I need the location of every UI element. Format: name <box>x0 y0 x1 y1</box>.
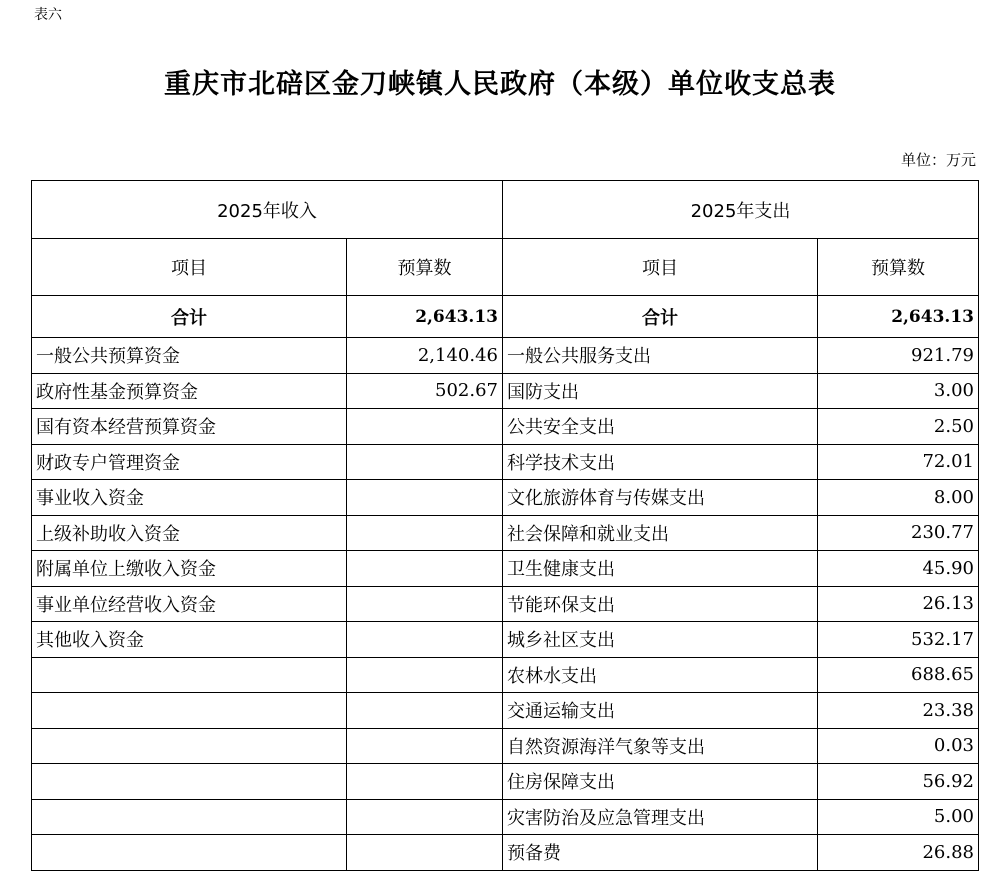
table-row <box>32 799 979 835</box>
income-value-cell <box>347 586 503 622</box>
expense-item-cell: 文化旅游体育与传媒支出 <box>503 480 818 516</box>
expense-item-cell: 公共安全支出 <box>503 409 818 445</box>
income-group-header: 2025年收入 <box>32 181 503 239</box>
expense-value-cell: 5.00 <box>818 799 979 835</box>
expense-item-cell: 农林水支出 <box>503 657 818 693</box>
table-number: 表六 <box>34 7 62 23</box>
expense-item-cell: 交通运输支出 <box>503 693 818 729</box>
expense-value-cell: 26.88 <box>818 835 979 871</box>
expense-value-cell: 921.79 <box>818 338 979 374</box>
income-total-value: 2,643.13 <box>347 296 503 338</box>
group-header-row <box>32 181 979 239</box>
income-value-cell <box>347 728 503 764</box>
income-item-cell: 政府性基金预算资金 <box>32 373 347 409</box>
income-value-cell <box>347 764 503 800</box>
expense-item-cell: 预备费 <box>503 835 818 871</box>
table-row <box>32 728 979 764</box>
expense-item-cell: 城乡社区支出 <box>503 622 818 658</box>
table-row <box>32 586 979 622</box>
income-value-cell <box>347 693 503 729</box>
expense-item-cell: 一般公共服务支出 <box>503 338 818 374</box>
expense-total-label: 合计 <box>503 296 818 338</box>
income-item-cell: 上级补助收入资金 <box>32 515 347 551</box>
income-item-cell: 附属单位上缴收入资金 <box>32 551 347 587</box>
expense-item-cell: 科学技术支出 <box>503 444 818 480</box>
table-row <box>32 693 979 729</box>
income-value-cell: 2,140.46 <box>347 338 503 374</box>
table-row <box>32 338 979 374</box>
table-row <box>32 835 979 871</box>
income-item-cell: 其他收入资金 <box>32 622 347 658</box>
expense-item-header: 项目 <box>503 239 818 296</box>
expense-value-cell: 72.01 <box>818 444 979 480</box>
income-item-cell <box>32 693 347 729</box>
income-item-cell <box>32 764 347 800</box>
income-value-cell <box>347 409 503 445</box>
unit-label: 单位：万元 <box>900 151 976 169</box>
expense-value-cell: 688.65 <box>818 657 979 693</box>
income-value-cell <box>347 515 503 551</box>
income-item-cell <box>32 728 347 764</box>
page-title: 重庆市北碚区金刀峡镇人民政府（本级）单位收支总表 <box>164 69 836 100</box>
expense-item-cell: 节能环保支出 <box>503 586 818 622</box>
table-row <box>32 373 979 409</box>
expense-value-cell: 0.03 <box>818 728 979 764</box>
column-header-row <box>32 239 979 296</box>
income-item-header: 项目 <box>32 239 347 296</box>
income-value-cell <box>347 480 503 516</box>
expense-budget-header: 预算数 <box>818 239 979 296</box>
income-item-cell: 一般公共预算资金 <box>32 338 347 374</box>
expense-item-cell: 国防支出 <box>503 373 818 409</box>
income-total-label: 合计 <box>32 296 347 338</box>
table-row <box>32 515 979 551</box>
table-row <box>32 764 979 800</box>
table-row <box>32 657 979 693</box>
expense-value-cell: 45.90 <box>818 551 979 587</box>
income-item-cell: 国有资本经营预算资金 <box>32 409 347 445</box>
expense-item-cell: 卫生健康支出 <box>503 551 818 587</box>
expense-value-cell: 56.92 <box>818 764 979 800</box>
income-item-cell <box>32 799 347 835</box>
income-item-cell <box>32 657 347 693</box>
income-item-cell: 事业收入资金 <box>32 480 347 516</box>
income-item-cell: 事业单位经营收入资金 <box>32 586 347 622</box>
table-row <box>32 444 979 480</box>
expense-group-header: 2025年支出 <box>503 181 979 239</box>
income-value-cell <box>347 657 503 693</box>
income-item-cell: 财政专户管理资金 <box>32 444 347 480</box>
table-row <box>32 480 979 516</box>
table-row <box>32 409 979 445</box>
income-value-cell <box>347 444 503 480</box>
expense-item-cell: 自然资源海洋气象等支出 <box>503 728 818 764</box>
table-row <box>32 551 979 587</box>
expense-value-cell: 8.00 <box>818 480 979 516</box>
income-item-cell <box>32 835 347 871</box>
income-value-cell <box>347 551 503 587</box>
income-value-cell: 502.67 <box>347 373 503 409</box>
expense-value-cell: 230.77 <box>818 515 979 551</box>
expense-item-cell: 住房保障支出 <box>503 764 818 800</box>
expense-item-cell: 灾害防治及应急管理支出 <box>503 799 818 835</box>
expense-total-value: 2,643.13 <box>818 296 979 338</box>
table-row <box>32 622 979 658</box>
expense-value-cell: 2.50 <box>818 409 979 445</box>
budget-table <box>31 180 979 871</box>
expense-value-cell: 3.00 <box>818 373 979 409</box>
expense-value-cell: 26.13 <box>818 586 979 622</box>
income-value-cell <box>347 799 503 835</box>
total-row <box>32 296 979 338</box>
income-budget-header: 预算数 <box>347 239 503 296</box>
income-value-cell <box>347 622 503 658</box>
expense-value-cell: 532.17 <box>818 622 979 658</box>
income-value-cell <box>347 835 503 871</box>
expense-value-cell: 23.38 <box>818 693 979 729</box>
expense-item-cell: 社会保障和就业支出 <box>503 515 818 551</box>
